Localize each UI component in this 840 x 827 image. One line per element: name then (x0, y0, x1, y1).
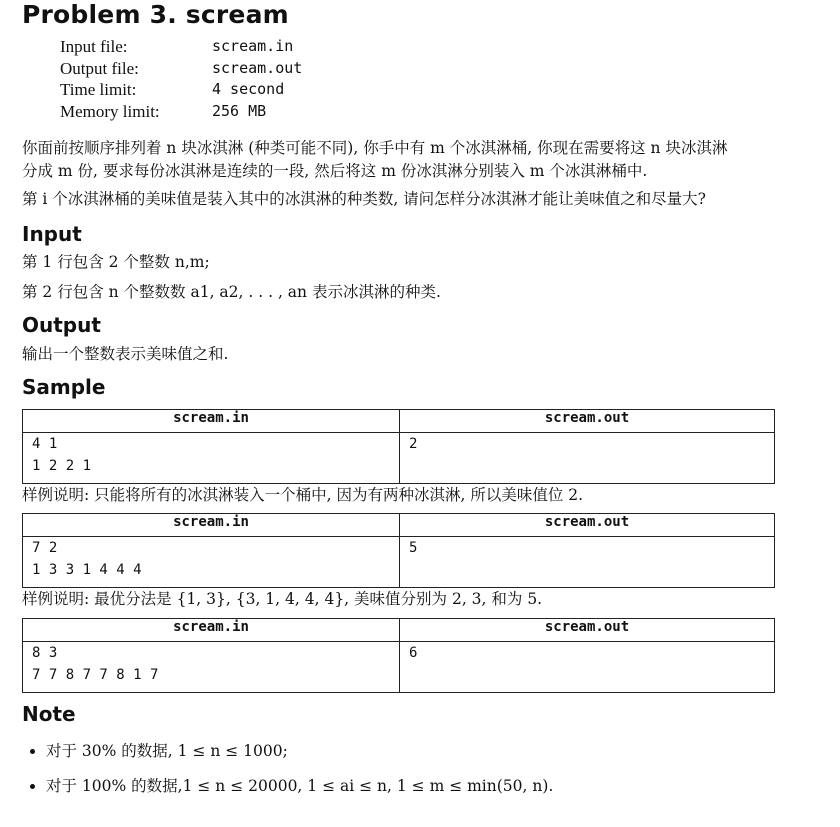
meta-key: Input file: (60, 37, 128, 56)
meta-value: 4 second (212, 80, 285, 98)
meta-row-input-file (60, 36, 302, 58)
sample-table-1 (22, 409, 775, 484)
meta-value: 256 MB (212, 101, 267, 120)
table-row (23, 433, 775, 484)
sample-input-header: scream.in (23, 514, 400, 537)
sample-input-line: 7 7 8 7 7 8 1 7 (32, 667, 159, 683)
sample-input-header: scream.in (23, 410, 400, 433)
sample-input-cell (23, 433, 400, 484)
sample-input-cell (23, 642, 400, 693)
note-item-1: • 对于 30% 的数据, 1 ≤ n ≤ 1000; (46, 740, 553, 762)
sample-input-header: scream.in (23, 619, 400, 642)
table-row (23, 642, 775, 693)
statement-line-1: 你面前按顺序排列着 n 块冰淇淋 (种类可能不同), 你手中有 m 个冰淇淋桶, 你现在需要将这 n 块冰淇淋 (22, 139, 728, 157)
input-line-2: 第 2 行包含 n 个整数数 a1, a2, . . . , an 表示冰淇淋的种类. (22, 283, 441, 301)
sample-input-cell (23, 537, 400, 588)
input-line-1: 第 1 行包含 2 个整数 n,m; (22, 253, 210, 271)
sample-output-header: scream.out (400, 619, 775, 642)
note-heading: Note (22, 702, 76, 726)
input-heading: Input (22, 222, 82, 246)
sample-input-line: 4 1 (32, 436, 58, 452)
sample-input-line: 1 2 2 1 (32, 458, 92, 474)
statement-line-2: 分成 m 份, 要求每份冰淇淋是连续的一段, 然后将这 m 份冰淇淋分别装入 m 个冰淇淋桶中. (22, 162, 648, 180)
sample-output-header: scream.out (400, 410, 775, 433)
meta-value: scream.out (212, 58, 303, 77)
sample-table-3 (22, 618, 775, 693)
sample-input-line: 1 3 3 1 4 4 4 (32, 562, 142, 578)
limits-block (60, 36, 302, 122)
output-heading: Output (22, 313, 101, 337)
sample-heading: Sample (22, 375, 106, 399)
table-row (23, 537, 775, 588)
output-line-1: 输出一个整数表示美味值之和. (22, 345, 229, 363)
sample-input-line: 8 3 (32, 645, 58, 661)
statement-line-3: 第 i 个冰淇淋桶的美味值是装入其中的冰淇淋的种类数, 请问怎样分冰淇淋才能让美味值之和尽量大? (22, 190, 706, 208)
meta-key: Output file: (60, 58, 139, 78)
sample-input-line: 7 2 (32, 540, 58, 556)
meta-row-memory-limit (60, 101, 302, 123)
sample-output-cell: 5 (400, 537, 775, 588)
meta-row-output-file (60, 58, 302, 80)
sample-output-cell: 2 (400, 433, 775, 484)
note-list (28, 740, 553, 810)
sample-explanation-2: 样例说明: 最优分法是 {1, 3}, {3, 1, 4, 4, 4}, 美味值分别为 2, 3, 和为 5. (22, 590, 543, 608)
problem-title: Problem 3. scream (22, 0, 289, 29)
meta-key: Memory limit: (60, 101, 160, 121)
meta-value: scream.in (212, 37, 294, 55)
sample-output-cell: 6 (400, 642, 775, 693)
sample-explanation-1: 样例说明: 只能将所有的冰淇淋装入一个桶中, 因为有两种冰淇淋, 所以美味值位 2. (22, 486, 584, 504)
sample-output-header: scream.out (400, 514, 775, 537)
sample-table-2 (22, 513, 775, 588)
note-item-2: • 对于 100% 的数据,1 ≤ n ≤ 20000, 1 ≤ ai ≤ n, 1 ≤ m ≤ min(50, n). (46, 775, 553, 797)
meta-key: Time limit: (60, 80, 137, 99)
meta-row-time-limit (60, 79, 302, 101)
